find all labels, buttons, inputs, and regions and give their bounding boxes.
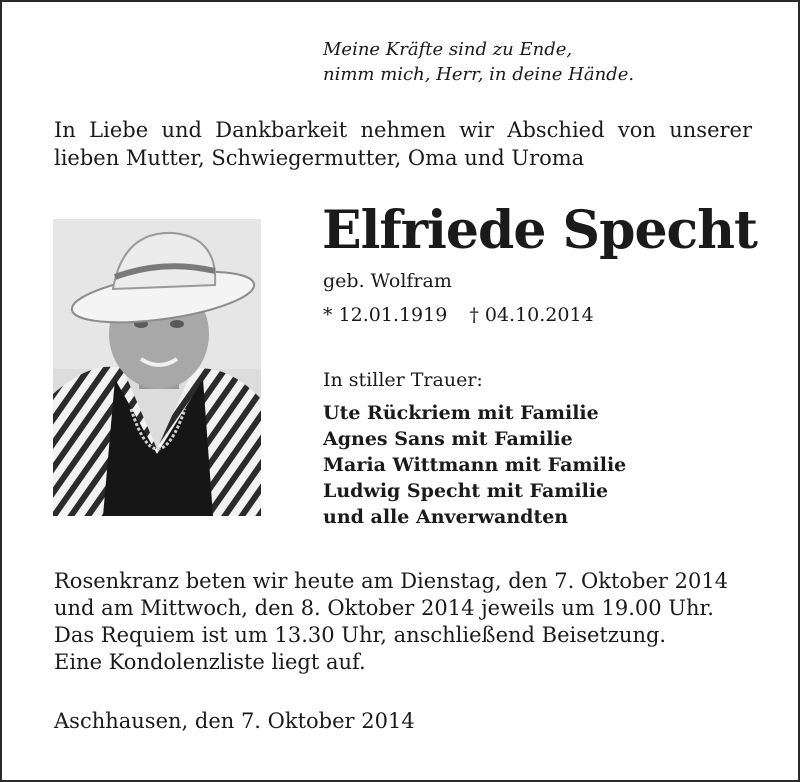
motto-line: Meine Kräfte sind zu Ende, [323, 39, 573, 60]
intro-line: In Liebe und Dankbarkeit nehmen wir Abschied von unserer [54, 118, 752, 142]
life-dates [323, 302, 594, 328]
intro-line: lieben Mutter, Schwiegermutter, Oma und Uroma [54, 146, 585, 170]
mourner-entry: Ute Rückriem mit Familie [323, 402, 599, 424]
service-line: Das Requiem ist um 13.30 Uhr, anschließend Beisetzung. [54, 623, 667, 647]
motto-line: nimm mich, Herr, in deine Hände. [323, 64, 635, 85]
death-date: † 04.10.2014 [469, 304, 594, 326]
maiden-name: geb. Wolfram [323, 270, 452, 292]
deceased-name: Elfriede Specht [322, 200, 758, 261]
service-line: Eine Kondolenzliste liegt auf. [54, 650, 366, 674]
motto-verse [323, 37, 634, 87]
place-and-date: Aschhausen, den 7. Oktober 2014 [54, 709, 415, 733]
mourner-entry: Maria Wittmann mit Familie [323, 454, 627, 476]
service-details [54, 568, 728, 676]
service-line: und am Mittwoch, den 8. Oktober 2014 jeweils um 19.00 Uhr. [54, 596, 714, 620]
mourner-entry: Ludwig Specht mit Familie [323, 480, 609, 502]
service-line: Rosenkranz beten wir heute am Dienstag, den 7. Oktober 2014 [54, 569, 729, 593]
portrait-photo [53, 219, 261, 516]
birth-date: * 12.01.1919 [323, 304, 448, 326]
mourners-list [323, 400, 626, 530]
mourner-entry: und alle Anverwandten [323, 506, 569, 528]
mourner-entry: Agnes Sans mit Familie [323, 428, 573, 450]
mourning-heading: In stiller Trauer: [323, 369, 483, 391]
intro-text [54, 116, 752, 172]
